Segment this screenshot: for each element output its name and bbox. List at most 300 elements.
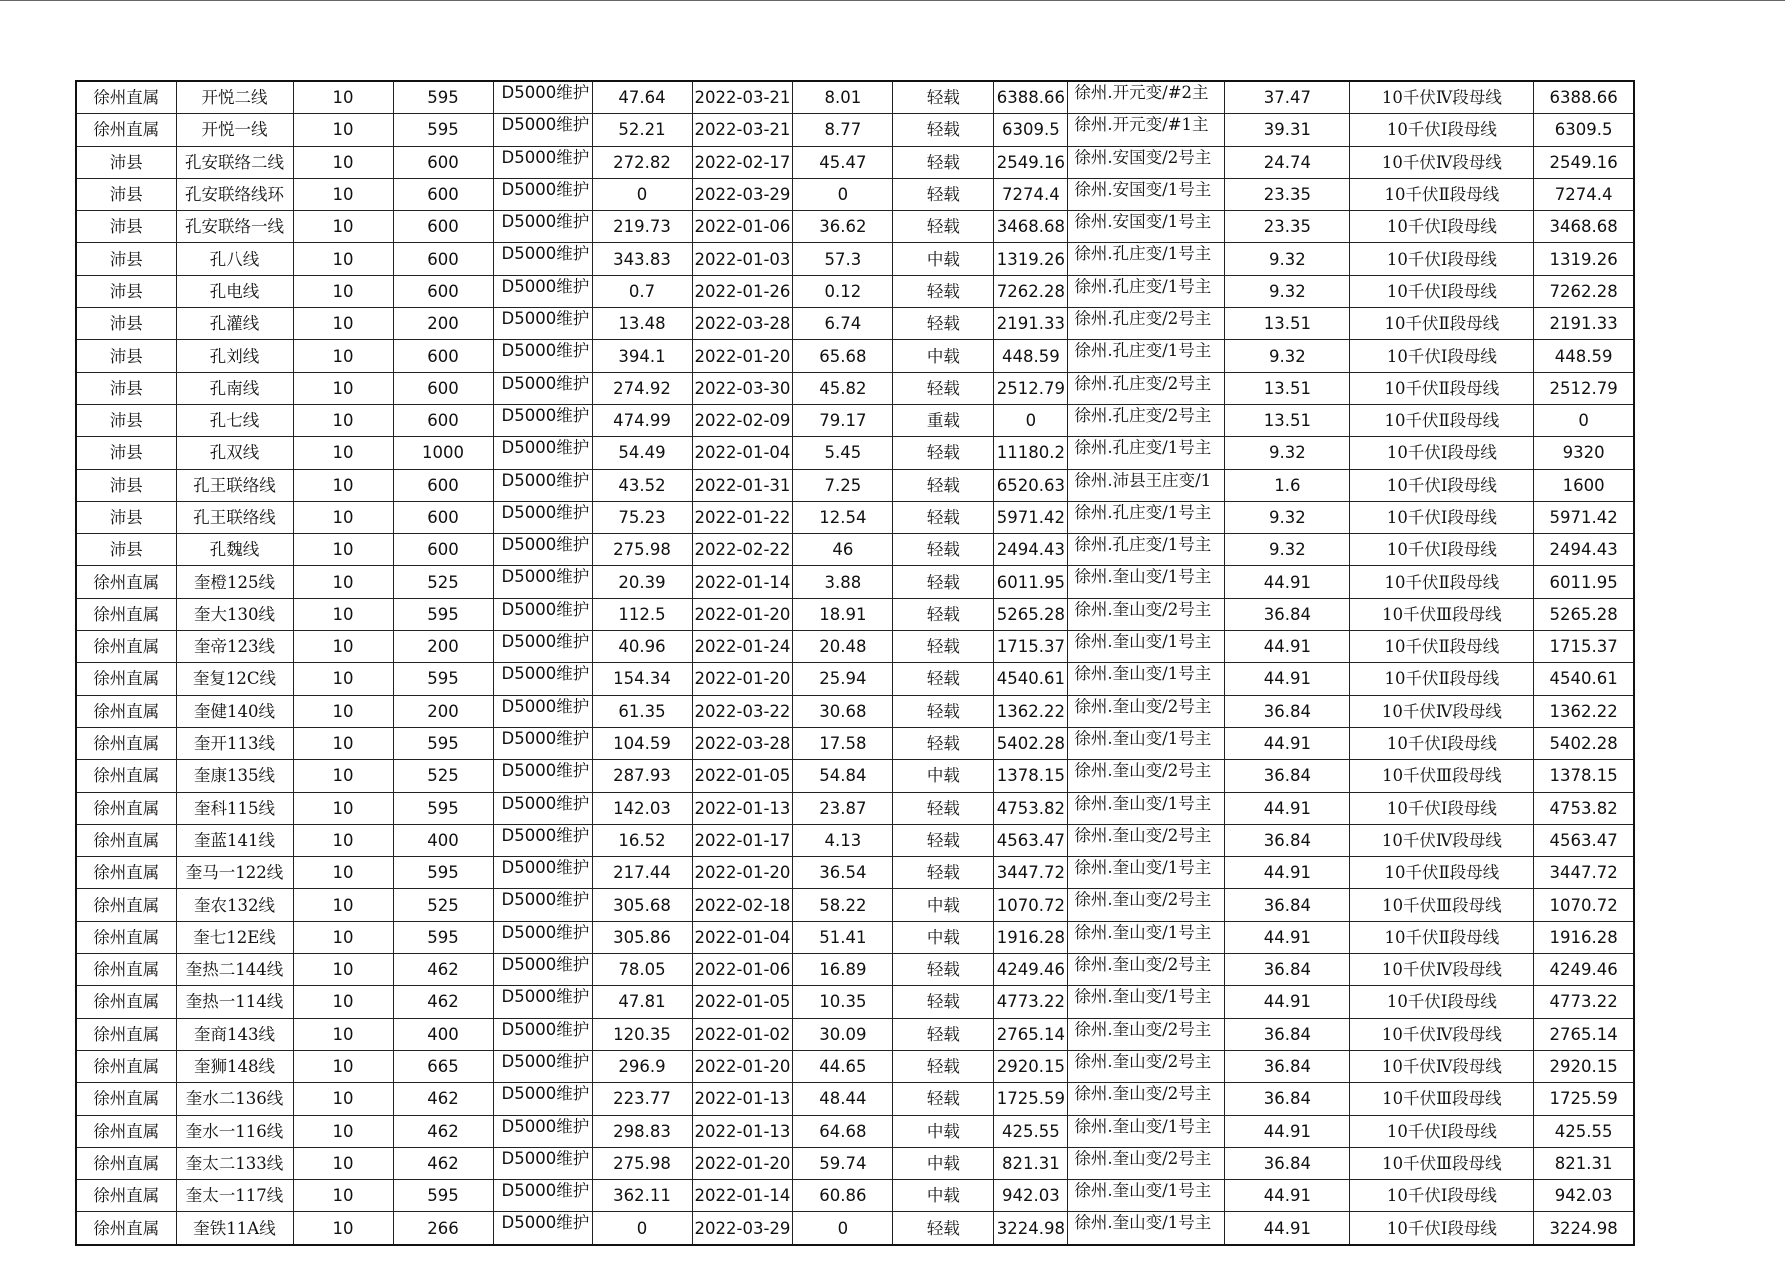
cell-source: D5000维护 bbox=[493, 824, 592, 856]
cell-source: D5000维护 bbox=[493, 275, 592, 307]
cell-busbar: 10千伏Ⅰ段母线 bbox=[1350, 437, 1534, 469]
cell-load-rate: 65.68 bbox=[793, 340, 893, 372]
cell-source: D5000维护 bbox=[493, 889, 592, 921]
cell-transformer: 徐州.奎山变/1号主 bbox=[1068, 1212, 1225, 1245]
cell-date: 2022-01-06 bbox=[692, 211, 793, 243]
cell-voltage: 10 bbox=[293, 340, 393, 372]
table-row bbox=[76, 631, 1634, 663]
cell-line-name: 奎橙125线 bbox=[176, 566, 293, 598]
cell-source: D5000维护 bbox=[493, 792, 592, 824]
cell-transformer: 徐州.开元变/#1主 bbox=[1068, 114, 1225, 146]
cell-rated-current: 266 bbox=[393, 1212, 493, 1245]
cell-load-status: 轻载 bbox=[893, 695, 994, 727]
cell-transformer: 徐州.奎山变/1号主 bbox=[1068, 663, 1225, 695]
table-row bbox=[76, 437, 1634, 469]
cell-source: D5000维护 bbox=[493, 469, 592, 501]
cell-load-rate: 16.89 bbox=[793, 954, 893, 986]
cell-current: 362.11 bbox=[592, 1180, 692, 1212]
cell-busbar: 10千伏Ⅳ段母线 bbox=[1350, 695, 1534, 727]
cell-unit: 徐州直属 bbox=[76, 1115, 176, 1147]
cell-busbar: 10千伏Ⅰ段母线 bbox=[1350, 1115, 1534, 1147]
cell-load-rate: 30.68 bbox=[793, 695, 893, 727]
cell-busbar: 10千伏Ⅰ段母线 bbox=[1350, 986, 1534, 1018]
cell-line-name: 奎开113线 bbox=[176, 727, 293, 759]
cell-rated-current: 595 bbox=[393, 727, 493, 759]
cell-transformer: 徐州.奎山变/2号主 bbox=[1068, 1018, 1225, 1050]
cell-busbar: 10千伏Ⅰ段母线 bbox=[1350, 211, 1534, 243]
cell-transformer-rate: 36.84 bbox=[1225, 598, 1350, 630]
cell-date: 2022-01-05 bbox=[692, 986, 793, 1018]
cell-load-status: 中载 bbox=[893, 889, 994, 921]
cell-date: 2022-01-20 bbox=[692, 598, 793, 630]
cell-current: 40.96 bbox=[592, 631, 692, 663]
cell-line-name: 孔安联络二线 bbox=[176, 146, 293, 178]
cell-load-status: 轻载 bbox=[893, 211, 994, 243]
cell-busbar: 10千伏Ⅱ段母线 bbox=[1350, 178, 1534, 210]
cell-transformer-rate: 36.84 bbox=[1225, 824, 1350, 856]
cell-current: 287.93 bbox=[592, 760, 692, 792]
cell-transformer: 徐州.孔庄变/1号主 bbox=[1068, 340, 1225, 372]
cell-load-rate: 20.48 bbox=[793, 631, 893, 663]
cell-rated-current: 595 bbox=[393, 792, 493, 824]
table-row bbox=[76, 146, 1634, 178]
cell-transformer-rate: 1.6 bbox=[1225, 469, 1350, 501]
cell-load-status: 轻载 bbox=[893, 663, 994, 695]
cell-source: D5000维护 bbox=[493, 1147, 592, 1179]
cell-transformer-rate: 9.32 bbox=[1225, 501, 1350, 533]
cell-transformer: 徐州.奎山变/1号主 bbox=[1068, 727, 1225, 759]
cell-unit: 徐州直属 bbox=[76, 663, 176, 695]
cell-load-rate: 36.54 bbox=[793, 857, 893, 889]
cell-rated-current: 595 bbox=[393, 1180, 493, 1212]
cell-current: 274.92 bbox=[592, 372, 692, 404]
cell-load-rate: 4.13 bbox=[793, 824, 893, 856]
table-row bbox=[76, 501, 1634, 533]
cell-current: 305.68 bbox=[592, 889, 692, 921]
cell-date: 2022-01-04 bbox=[692, 437, 793, 469]
cell-rated-current: 595 bbox=[393, 663, 493, 695]
cell-source: D5000维护 bbox=[493, 1050, 592, 1082]
cell-rated-current: 200 bbox=[393, 308, 493, 340]
cell-transformer-rate: 44.91 bbox=[1225, 1115, 1350, 1147]
cell-load-status: 轻载 bbox=[893, 114, 994, 146]
table-row bbox=[76, 114, 1634, 146]
cell-transformer-rate: 13.51 bbox=[1225, 372, 1350, 404]
cell-rated-current: 600 bbox=[393, 146, 493, 178]
table-row bbox=[76, 81, 1634, 114]
cell-transformer-rate: 9.32 bbox=[1225, 534, 1350, 566]
cell-margin: 1362.22 bbox=[994, 695, 1068, 727]
cell-line-name: 奎康135线 bbox=[176, 760, 293, 792]
cell-unit: 徐州直属 bbox=[76, 954, 176, 986]
cell-date: 2022-01-03 bbox=[692, 243, 793, 275]
cell-load-status: 中载 bbox=[893, 340, 994, 372]
table-row bbox=[76, 1212, 1634, 1245]
table-row bbox=[76, 760, 1634, 792]
cell-date: 2022-02-09 bbox=[692, 404, 793, 436]
cell-busbar: 10千伏Ⅳ段母线 bbox=[1350, 954, 1534, 986]
cell-line-name: 孔魏线 bbox=[176, 534, 293, 566]
table-body bbox=[76, 81, 1634, 1245]
cell-date: 2022-03-21 bbox=[692, 81, 793, 114]
cell-current: 219.73 bbox=[592, 211, 692, 243]
cell-load-rate: 0 bbox=[793, 178, 893, 210]
cell-rated-current: 600 bbox=[393, 469, 493, 501]
cell-load-status: 中载 bbox=[893, 1115, 994, 1147]
cell-date: 2022-01-04 bbox=[692, 921, 793, 953]
cell-available-capacity: 5265.28 bbox=[1534, 598, 1634, 630]
cell-current: 154.34 bbox=[592, 663, 692, 695]
cell-busbar: 10千伏Ⅱ段母线 bbox=[1350, 921, 1534, 953]
cell-transformer: 徐州.奎山变/1号主 bbox=[1068, 986, 1225, 1018]
cell-load-status: 中载 bbox=[893, 1180, 994, 1212]
cell-transformer-rate: 44.91 bbox=[1225, 631, 1350, 663]
cell-voltage: 10 bbox=[293, 760, 393, 792]
cell-voltage: 10 bbox=[293, 211, 393, 243]
cell-voltage: 10 bbox=[293, 469, 393, 501]
cell-busbar: 10千伏Ⅱ段母线 bbox=[1350, 663, 1534, 695]
cell-load-rate: 60.86 bbox=[793, 1180, 893, 1212]
cell-transformer: 徐州.奎山变/2号主 bbox=[1068, 1147, 1225, 1179]
cell-transformer: 徐州.孔庄变/1号主 bbox=[1068, 437, 1225, 469]
cell-available-capacity: 2512.79 bbox=[1534, 372, 1634, 404]
cell-load-rate: 6.74 bbox=[793, 308, 893, 340]
cell-voltage: 10 bbox=[293, 986, 393, 1018]
cell-current: 61.35 bbox=[592, 695, 692, 727]
cell-available-capacity: 7274.4 bbox=[1534, 178, 1634, 210]
cell-line-name: 孔安联络线环 bbox=[176, 178, 293, 210]
table-row bbox=[76, 308, 1634, 340]
cell-load-rate: 30.09 bbox=[793, 1018, 893, 1050]
cell-unit: 沛县 bbox=[76, 146, 176, 178]
cell-unit: 徐州直属 bbox=[76, 695, 176, 727]
cell-load-rate: 3.88 bbox=[793, 566, 893, 598]
cell-date: 2022-01-05 bbox=[692, 760, 793, 792]
cell-margin: 2512.79 bbox=[994, 372, 1068, 404]
cell-load-rate: 5.45 bbox=[793, 437, 893, 469]
cell-busbar: 10千伏Ⅱ段母线 bbox=[1350, 857, 1534, 889]
cell-voltage: 10 bbox=[293, 824, 393, 856]
cell-margin: 5402.28 bbox=[994, 727, 1068, 759]
cell-voltage: 10 bbox=[293, 598, 393, 630]
cell-available-capacity: 3224.98 bbox=[1534, 1212, 1634, 1245]
table-row bbox=[76, 243, 1634, 275]
cell-current: 112.5 bbox=[592, 598, 692, 630]
cell-transformer-rate: 36.84 bbox=[1225, 1083, 1350, 1115]
cell-busbar: 10千伏Ⅰ段母线 bbox=[1350, 243, 1534, 275]
cell-source: D5000维护 bbox=[493, 727, 592, 759]
cell-transformer: 徐州.孔庄变/2号主 bbox=[1068, 404, 1225, 436]
cell-date: 2022-02-17 bbox=[692, 146, 793, 178]
cell-margin: 5265.28 bbox=[994, 598, 1068, 630]
cell-busbar: 10千伏Ⅰ段母线 bbox=[1350, 340, 1534, 372]
cell-unit: 徐州直属 bbox=[76, 598, 176, 630]
cell-transformer: 徐州.奎山变/2号主 bbox=[1068, 889, 1225, 921]
cell-current: 296.9 bbox=[592, 1050, 692, 1082]
cell-date: 2022-01-20 bbox=[692, 1050, 793, 1082]
cell-unit: 沛县 bbox=[76, 469, 176, 501]
cell-transformer-rate: 9.32 bbox=[1225, 437, 1350, 469]
cell-load-rate: 8.01 bbox=[793, 81, 893, 114]
cell-load-rate: 57.3 bbox=[793, 243, 893, 275]
cell-voltage: 10 bbox=[293, 372, 393, 404]
table-row bbox=[76, 1147, 1634, 1179]
cell-transformer-rate: 44.91 bbox=[1225, 727, 1350, 759]
cell-load-rate: 18.91 bbox=[793, 598, 893, 630]
cell-load-status: 轻载 bbox=[893, 986, 994, 1018]
cell-rated-current: 200 bbox=[393, 631, 493, 663]
cell-available-capacity: 1070.72 bbox=[1534, 889, 1634, 921]
cell-rated-current: 462 bbox=[393, 954, 493, 986]
cell-unit: 徐州直属 bbox=[76, 1083, 176, 1115]
cell-voltage: 10 bbox=[293, 727, 393, 759]
cell-unit: 沛县 bbox=[76, 308, 176, 340]
cell-voltage: 10 bbox=[293, 889, 393, 921]
cell-transformer-rate: 23.35 bbox=[1225, 178, 1350, 210]
cell-current: 47.64 bbox=[592, 81, 692, 114]
cell-unit: 沛县 bbox=[76, 404, 176, 436]
cell-unit: 沛县 bbox=[76, 211, 176, 243]
cell-current: 16.52 bbox=[592, 824, 692, 856]
cell-voltage: 10 bbox=[293, 1115, 393, 1147]
cell-load-status: 轻载 bbox=[893, 1050, 994, 1082]
cell-voltage: 10 bbox=[293, 857, 393, 889]
cell-margin: 4773.22 bbox=[994, 986, 1068, 1018]
cell-rated-current: 462 bbox=[393, 1083, 493, 1115]
cell-load-rate: 8.77 bbox=[793, 114, 893, 146]
cell-unit: 徐州直属 bbox=[76, 1050, 176, 1082]
cell-available-capacity: 1378.15 bbox=[1534, 760, 1634, 792]
cell-line-name: 奎农132线 bbox=[176, 889, 293, 921]
cell-transformer: 徐州.孔庄变/1号主 bbox=[1068, 534, 1225, 566]
cell-available-capacity: 1725.59 bbox=[1534, 1083, 1634, 1115]
cell-load-status: 轻载 bbox=[893, 275, 994, 307]
cell-margin: 2920.15 bbox=[994, 1050, 1068, 1082]
cell-available-capacity: 1715.37 bbox=[1534, 631, 1634, 663]
cell-rated-current: 600 bbox=[393, 211, 493, 243]
cell-transformer-rate: 9.32 bbox=[1225, 243, 1350, 275]
cell-source: D5000维护 bbox=[493, 760, 592, 792]
cell-margin: 2765.14 bbox=[994, 1018, 1068, 1050]
table-row bbox=[76, 986, 1634, 1018]
cell-busbar: 10千伏Ⅰ段母线 bbox=[1350, 275, 1534, 307]
cell-load-rate: 36.62 bbox=[793, 211, 893, 243]
table-row bbox=[76, 1050, 1634, 1082]
cell-rated-current: 462 bbox=[393, 986, 493, 1018]
cell-line-name: 奎铁11A线 bbox=[176, 1212, 293, 1245]
cell-load-rate: 64.68 bbox=[793, 1115, 893, 1147]
cell-available-capacity: 5971.42 bbox=[1534, 501, 1634, 533]
cell-source: D5000维护 bbox=[493, 534, 592, 566]
cell-voltage: 10 bbox=[293, 1180, 393, 1212]
cell-line-name: 奎健140线 bbox=[176, 695, 293, 727]
cell-source: D5000维护 bbox=[493, 1212, 592, 1245]
cell-source: D5000维护 bbox=[493, 566, 592, 598]
cell-date: 2022-01-26 bbox=[692, 275, 793, 307]
cell-source: D5000维护 bbox=[493, 501, 592, 533]
cell-unit: 沛县 bbox=[76, 501, 176, 533]
cell-transformer: 徐州.奎山变/1号主 bbox=[1068, 857, 1225, 889]
cell-line-name: 奎科115线 bbox=[176, 792, 293, 824]
cell-line-name: 奎帝123线 bbox=[176, 631, 293, 663]
cell-available-capacity: 6388.66 bbox=[1534, 81, 1634, 114]
feeder-load-table bbox=[75, 80, 1635, 1246]
cell-load-rate: 54.84 bbox=[793, 760, 893, 792]
cell-busbar: 10千伏Ⅱ段母线 bbox=[1350, 631, 1534, 663]
cell-unit: 徐州直属 bbox=[76, 566, 176, 598]
cell-current: 343.83 bbox=[592, 243, 692, 275]
cell-source: D5000维护 bbox=[493, 986, 592, 1018]
cell-rated-current: 600 bbox=[393, 243, 493, 275]
cell-transformer: 徐州.奎山变/1号主 bbox=[1068, 792, 1225, 824]
cell-busbar: 10千伏Ⅲ段母线 bbox=[1350, 889, 1534, 921]
cell-line-name: 孔南线 bbox=[176, 372, 293, 404]
cell-rated-current: 525 bbox=[393, 760, 493, 792]
cell-line-name: 奎太一117线 bbox=[176, 1180, 293, 1212]
cell-unit: 徐州直属 bbox=[76, 986, 176, 1018]
cell-margin: 1070.72 bbox=[994, 889, 1068, 921]
cell-transformer: 徐州.奎山变/2号主 bbox=[1068, 1083, 1225, 1115]
cell-transformer-rate: 44.91 bbox=[1225, 792, 1350, 824]
cell-unit: 沛县 bbox=[76, 275, 176, 307]
cell-voltage: 10 bbox=[293, 566, 393, 598]
cell-unit: 徐州直属 bbox=[76, 1180, 176, 1212]
cell-date: 2022-03-22 bbox=[692, 695, 793, 727]
cell-current: 13.48 bbox=[592, 308, 692, 340]
cell-margin: 1715.37 bbox=[994, 631, 1068, 663]
cell-margin: 3224.98 bbox=[994, 1212, 1068, 1245]
cell-unit: 沛县 bbox=[76, 178, 176, 210]
table-row bbox=[76, 857, 1634, 889]
cell-load-status: 轻载 bbox=[893, 501, 994, 533]
cell-current: 52.21 bbox=[592, 114, 692, 146]
cell-available-capacity: 3468.68 bbox=[1534, 211, 1634, 243]
cell-transformer: 徐州.奎山变/2号主 bbox=[1068, 760, 1225, 792]
cell-unit: 沛县 bbox=[76, 340, 176, 372]
cell-line-name: 孔电线 bbox=[176, 275, 293, 307]
cell-transformer: 徐州.奎山变/1号主 bbox=[1068, 1180, 1225, 1212]
cell-available-capacity: 2549.16 bbox=[1534, 146, 1634, 178]
cell-unit: 徐州直属 bbox=[76, 824, 176, 856]
cell-current: 217.44 bbox=[592, 857, 692, 889]
cell-load-rate: 7.25 bbox=[793, 469, 893, 501]
cell-load-status: 轻载 bbox=[893, 469, 994, 501]
cell-date: 2022-01-31 bbox=[692, 469, 793, 501]
cell-current: 272.82 bbox=[592, 146, 692, 178]
cell-load-rate: 0 bbox=[793, 1212, 893, 1245]
cell-rated-current: 595 bbox=[393, 81, 493, 114]
cell-unit: 徐州直属 bbox=[76, 727, 176, 759]
table-row bbox=[76, 404, 1634, 436]
cell-transformer: 徐州.安国变/2号主 bbox=[1068, 146, 1225, 178]
cell-busbar: 10千伏Ⅲ段母线 bbox=[1350, 598, 1534, 630]
cell-transformer: 徐州.奎山变/1号主 bbox=[1068, 1115, 1225, 1147]
table-row bbox=[76, 211, 1634, 243]
cell-load-rate: 79.17 bbox=[793, 404, 893, 436]
cell-current: 0 bbox=[592, 178, 692, 210]
cell-voltage: 10 bbox=[293, 275, 393, 307]
table-row bbox=[76, 954, 1634, 986]
cell-unit: 沛县 bbox=[76, 372, 176, 404]
cell-voltage: 10 bbox=[293, 146, 393, 178]
cell-line-name: 奎复12C线 bbox=[176, 663, 293, 695]
cell-line-name: 奎大130线 bbox=[176, 598, 293, 630]
cell-voltage: 10 bbox=[293, 1050, 393, 1082]
cell-load-status: 轻载 bbox=[893, 146, 994, 178]
cell-load-status: 中载 bbox=[893, 921, 994, 953]
cell-unit: 徐州直属 bbox=[76, 889, 176, 921]
cell-rated-current: 400 bbox=[393, 1018, 493, 1050]
cell-rated-current: 600 bbox=[393, 372, 493, 404]
cell-date: 2022-02-18 bbox=[692, 889, 793, 921]
cell-transformer-rate: 44.91 bbox=[1225, 1180, 1350, 1212]
cell-load-status: 中载 bbox=[893, 1147, 994, 1179]
cell-load-status: 轻载 bbox=[893, 598, 994, 630]
cell-unit: 徐州直属 bbox=[76, 857, 176, 889]
cell-margin: 2549.16 bbox=[994, 146, 1068, 178]
cell-load-rate: 17.58 bbox=[793, 727, 893, 759]
cell-voltage: 10 bbox=[293, 114, 393, 146]
cell-voltage: 10 bbox=[293, 792, 393, 824]
cell-margin: 4540.61 bbox=[994, 663, 1068, 695]
cell-available-capacity: 1916.28 bbox=[1534, 921, 1634, 953]
cell-line-name: 孔王联络线 bbox=[176, 501, 293, 533]
cell-unit: 徐州直属 bbox=[76, 1018, 176, 1050]
cell-load-rate: 45.47 bbox=[793, 146, 893, 178]
cell-voltage: 10 bbox=[293, 631, 393, 663]
table-row bbox=[76, 727, 1634, 759]
cell-line-name: 孔刘线 bbox=[176, 340, 293, 372]
cell-busbar: 10千伏Ⅲ段母线 bbox=[1350, 760, 1534, 792]
cell-rated-current: 525 bbox=[393, 889, 493, 921]
cell-rated-current: 600 bbox=[393, 275, 493, 307]
cell-margin: 7262.28 bbox=[994, 275, 1068, 307]
cell-unit: 徐州直属 bbox=[76, 114, 176, 146]
cell-current: 275.98 bbox=[592, 534, 692, 566]
table-row bbox=[76, 275, 1634, 307]
cell-voltage: 10 bbox=[293, 1147, 393, 1179]
cell-available-capacity: 2765.14 bbox=[1534, 1018, 1634, 1050]
cell-source: D5000维护 bbox=[493, 695, 592, 727]
cell-margin: 5971.42 bbox=[994, 501, 1068, 533]
cell-line-name: 奎马一122线 bbox=[176, 857, 293, 889]
table-row bbox=[76, 534, 1634, 566]
cell-line-name: 奎热二144线 bbox=[176, 954, 293, 986]
cell-voltage: 10 bbox=[293, 954, 393, 986]
cell-transformer: 徐州.开元变/#2主 bbox=[1068, 81, 1225, 114]
cell-available-capacity: 4540.61 bbox=[1534, 663, 1634, 695]
cell-unit: 沛县 bbox=[76, 534, 176, 566]
table-row bbox=[76, 372, 1634, 404]
cell-rated-current: 1000 bbox=[393, 437, 493, 469]
cell-date: 2022-03-29 bbox=[692, 178, 793, 210]
cell-available-capacity: 6011.95 bbox=[1534, 566, 1634, 598]
cell-current: 298.83 bbox=[592, 1115, 692, 1147]
cell-transformer-rate: 44.91 bbox=[1225, 663, 1350, 695]
cell-voltage: 10 bbox=[293, 243, 393, 275]
cell-busbar: 10千伏Ⅲ段母线 bbox=[1350, 1083, 1534, 1115]
cell-current: 275.98 bbox=[592, 1147, 692, 1179]
cell-current: 20.39 bbox=[592, 566, 692, 598]
cell-available-capacity: 4563.47 bbox=[1534, 824, 1634, 856]
cell-source: D5000维护 bbox=[493, 211, 592, 243]
cell-transformer-rate: 39.31 bbox=[1225, 114, 1350, 146]
cell-rated-current: 525 bbox=[393, 566, 493, 598]
cell-date: 2022-02-22 bbox=[692, 534, 793, 566]
cell-transformer-rate: 36.84 bbox=[1225, 954, 1350, 986]
cell-transformer-rate: 44.91 bbox=[1225, 566, 1350, 598]
cell-margin: 821.31 bbox=[994, 1147, 1068, 1179]
